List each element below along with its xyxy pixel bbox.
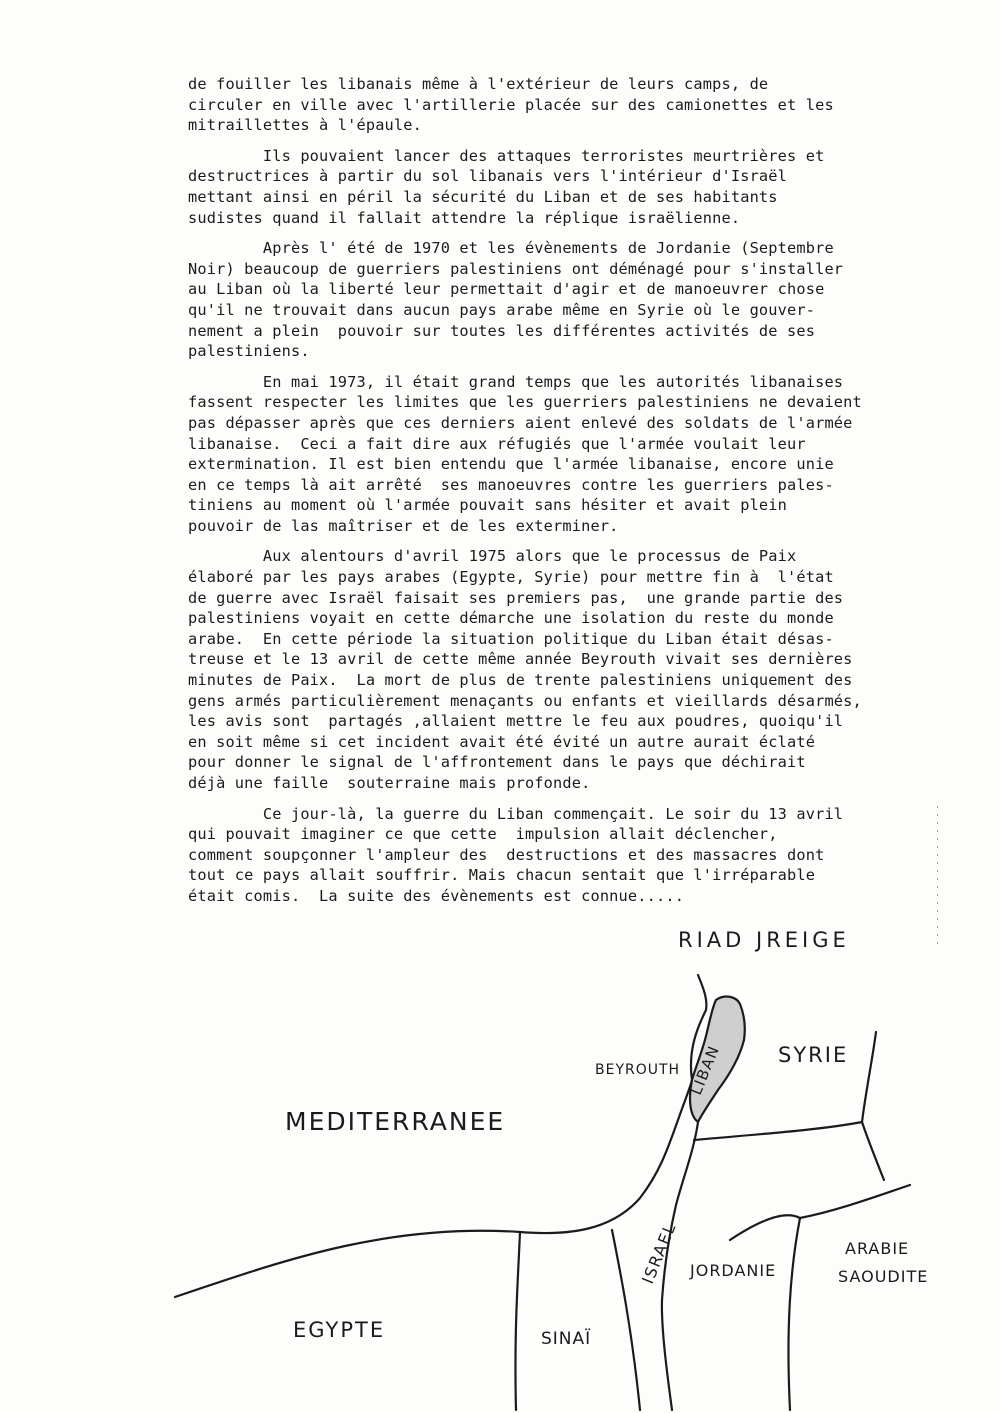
- text-line: libanaise. Ceci a fait dire aux réfugiés que l'armée voulait leur: [188, 434, 806, 453]
- text-line: pas dépasser après que ces derniers aient enlevé des soldats de l'armée: [188, 413, 853, 432]
- text-line: minutes de Paix. La mort de plus de trente palestiniens uniquement des: [188, 671, 853, 690]
- text-line: en soit même si cet incident avait été évité un autre aurait éclaté: [188, 732, 816, 751]
- paragraph-1: [188, 74, 978, 136]
- text-line: déjà une faille souterraine mais profonde.: [188, 774, 591, 792]
- text-line: nement a plein pouvoir sur toutes les différentes activités de ses: [188, 321, 816, 340]
- text-line: les avis sont partagés ,allaient mettre le feu aux poudres, quoiqu'il: [188, 712, 844, 731]
- text-line: En mai 1973, il était grand temps que les autorités libanaises: [188, 372, 844, 391]
- text-line: était comis. La suite des évènements est connue.....: [188, 886, 685, 905]
- syria-east-border: [862, 1122, 884, 1180]
- text-line: tout ce pays allait souffrir. Mais chacun sentait que l'irréparable: [188, 866, 816, 885]
- label-arabie: ARABIE: [845, 1239, 910, 1258]
- label-beyrouth: BEYROUTH: [595, 1062, 681, 1078]
- label-jordanie: JORDANIE: [690, 1261, 777, 1280]
- paragraph-5: [188, 546, 978, 793]
- text-line: Après l' été de 1970 et les évènements de Jordanie (Septembre: [188, 239, 834, 258]
- text-line: extermination. Il est bien entendu que l'armée libanaise, encore unie: [188, 455, 834, 474]
- paragraph-6: [188, 804, 978, 907]
- text-line: qui pouvait imaginer ce que cette impulsion allait déclencher,: [188, 825, 778, 844]
- text-line: Noir) beaucoup de guerriers palestiniens ont déménagé pour s'installer: [188, 259, 844, 278]
- syria-iraq-border: [862, 1032, 876, 1122]
- text-line: arabe. En cette période la situation politique du Liban était désas-: [188, 629, 834, 648]
- text-line: de fouiller les libanais même à l'extérieur de leurs camps, de: [188, 75, 769, 93]
- hand-drawn-map: [0, 970, 1000, 1413]
- label-mediterranee: MEDITERRANEE: [285, 1107, 506, 1136]
- text-line: Aux alentours d'avril 1975 alors que le processus de Paix: [188, 547, 797, 566]
- jordan-saudi-border: [730, 1215, 800, 1410]
- margin-scan-mark: [936, 806, 939, 946]
- text-line: de guerre avec Israël faisait ses premiers pas, une grande partie des: [188, 588, 844, 607]
- signature: RIAD JREIGE: [678, 928, 850, 952]
- text-line: Ils pouvaient lancer des attaques terroristes meurtrières et: [188, 146, 825, 165]
- body-text: [188, 74, 978, 917]
- text-line: pour donner le signal de l'affrontement dans le pays que déchirait: [188, 753, 806, 772]
- saudi-north-border: [800, 1185, 910, 1218]
- text-line: destructrices à partir du sol libanais vers l'intérieur d'Israël: [188, 167, 788, 186]
- text-line: pouvoir de las maîtriser et de les exterminer.: [188, 516, 619, 535]
- text-line: tiniens au moment où l'armée pouvait sans hésiter et avait plein: [188, 496, 788, 515]
- text-line: palestiniens voyait en cette démarche une isolation du reste du monde: [188, 609, 834, 628]
- text-line: qu'il ne trouvait dans aucun pays arabe même en Syrie où le gouver-: [188, 300, 816, 319]
- text-line: Ce jour-là, la guerre du Liban commençait. Le soir du 13 avril: [188, 804, 844, 823]
- label-liban: LIBAN: [687, 1042, 724, 1098]
- text-line: treuse et le 13 avril de cette même année Beyrouth vivait ses dernières: [188, 650, 853, 669]
- text-line: gens armés particulièrement menaçants ou enfants et vieillards désarmés,: [188, 691, 862, 710]
- label-israel: ISRAEL: [638, 1219, 680, 1287]
- text-line: circuler en ville avec l'artillerie placée sur des camionettes et les: [188, 95, 834, 114]
- text-line: au Liban où la liberté leur permettait d'agir et de manoeuvrer chose: [188, 280, 825, 299]
- text-line: fassent respecter les limites que les guerriers palestiniens ne devaient: [188, 393, 862, 412]
- label-saoudite: SAOUDITE: [838, 1267, 929, 1286]
- label-egypte: EGYPTE: [293, 1318, 386, 1342]
- sinai-east-border: [612, 1230, 640, 1410]
- label-sinai: SINAÏ: [541, 1329, 592, 1349]
- label-syrie: SYRIE: [778, 1043, 849, 1067]
- text-line: palestiniens.: [188, 342, 310, 361]
- paragraph-4: [188, 372, 978, 537]
- sinai-west-border: [515, 1232, 520, 1410]
- syria-jordan-border: [694, 1122, 862, 1140]
- text-line: comment soupçonner l'ampleur des destructions et des massacres dont: [188, 845, 825, 864]
- text-line: mitraillettes à l'épaule.: [188, 116, 422, 135]
- text-line: mettant ainsi en péril la sécurité du Liban et de ses habitants: [188, 187, 778, 206]
- text-line: élaboré par les pays arabes (Egypte, Syrie) pour mettre fin à l'état: [188, 568, 834, 587]
- paragraph-3: [188, 238, 978, 362]
- paragraph-2: [188, 146, 978, 228]
- text-line: sudistes quand il fallait attendre la réplique israëlienne.: [188, 208, 741, 227]
- text-line: en ce temps là ait arrêté ses manoeuvres contre les guerriers pales-: [188, 475, 834, 494]
